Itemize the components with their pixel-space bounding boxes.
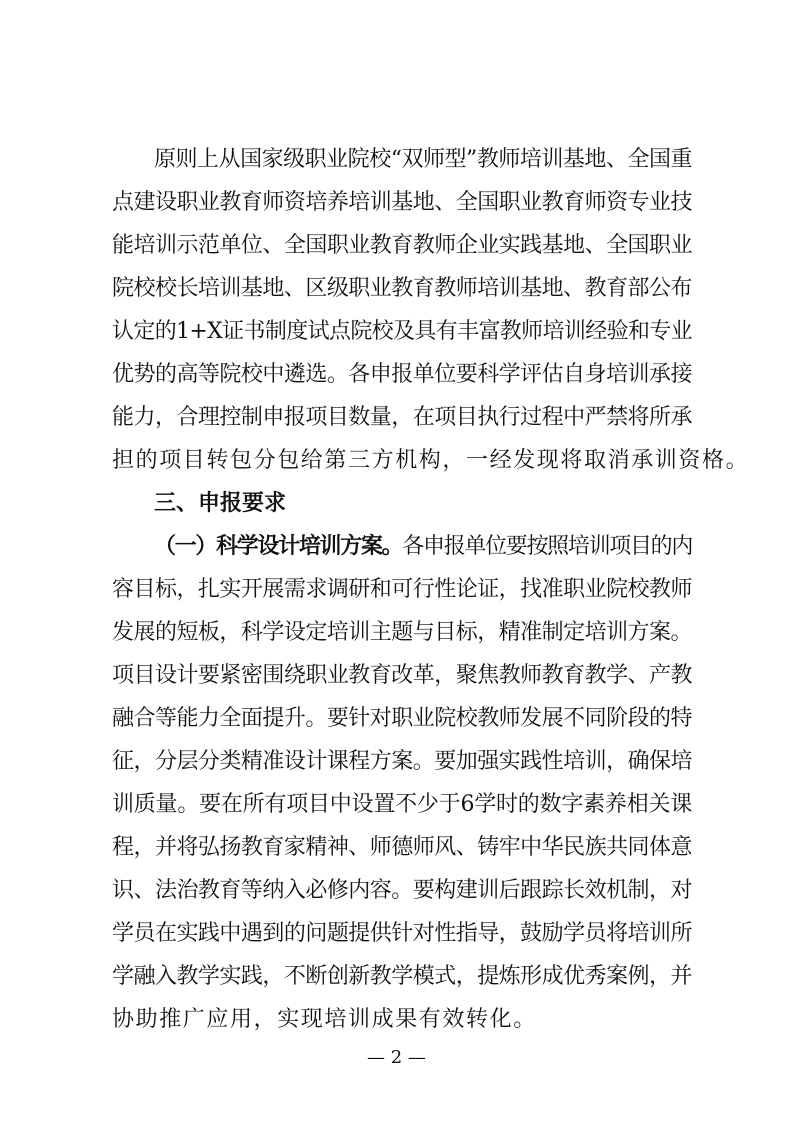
page-number: — 2 — — [367, 1047, 426, 1068]
paragraph-line: 协助推广应用，实现培训成果有效转化。 — [112, 1007, 537, 1032]
paragraph-line: 发展的短板，科学设定培训主题与目标，精准制定培训方案。 — [112, 620, 692, 645]
paragraph-line-rest: 各申报单位要按照培训项目的内 — [402, 534, 692, 559]
paragraph-line: 识、法治教育等纳入必修内容。要构建训后跟踪长效机制，对 — [112, 878, 692, 903]
paragraph-first-line — [154, 527, 692, 567]
paragraph-line: 训质量。要在所有项目中设置不少于6学时的数字素养相关课 — [112, 792, 692, 817]
section-heading: 三、申报要求 — [154, 491, 287, 516]
paragraph-line: 点建设职业教育师资培养培训基地、全国职业教育师资专业技 — [112, 190, 692, 215]
paragraph-line: 融合等能力全面提升。要针对职业院校教师发展不同阶段的特 — [112, 706, 692, 731]
paragraph-line: 优势的高等院校中遴选。各申报单位要科学评估自身培训承接 — [112, 362, 692, 387]
paragraph-line: 认定的1+X证书制度试点院校及具有丰富教师培训经验和专业 — [112, 319, 692, 344]
paragraph-line: 担的项目转包分包给第三方机构，一经发现将取消承训资格。 — [112, 448, 750, 473]
paragraph-line: 原则上从国家级职业院校“双师型”教师培训基地、全国重 — [154, 147, 692, 172]
paragraph-line: 征，分层分类精准设计课程方案。要加强实践性培训，确保培 — [112, 749, 692, 774]
paragraph-line: 项目设计要紧密围绕职业教育改革，聚焦教师教育教学、产教 — [112, 663, 692, 688]
paragraph-line: 能力，合理控制申报项目数量，在项目执行过程中严禁将所承 — [112, 405, 692, 430]
paragraph-line: 能培训示范单位、全国职业教育教师企业实践基地、全国职业 — [112, 233, 692, 258]
paragraph-line: 院校校长培训基地、区级职业教育教师培训基地、教育部公布 — [112, 276, 692, 301]
subheading: （一）科学设计培训方案。 — [154, 534, 403, 559]
paragraph-line: 容目标，扎实开展需求调研和可行性论证，找准职业院校教师 — [112, 577, 692, 602]
paragraph-line: 学员在实践中遇到的问题提供针对性指导，鼓励学员将培训所 — [112, 921, 692, 946]
paragraph-line: 学融入教学实践，不断创新教学模式，提炼形成优秀案例，并 — [112, 964, 692, 989]
paragraph-line: 程，并将弘扬教育家精神、师德师风、铸牢中华民族共同体意 — [112, 835, 692, 860]
